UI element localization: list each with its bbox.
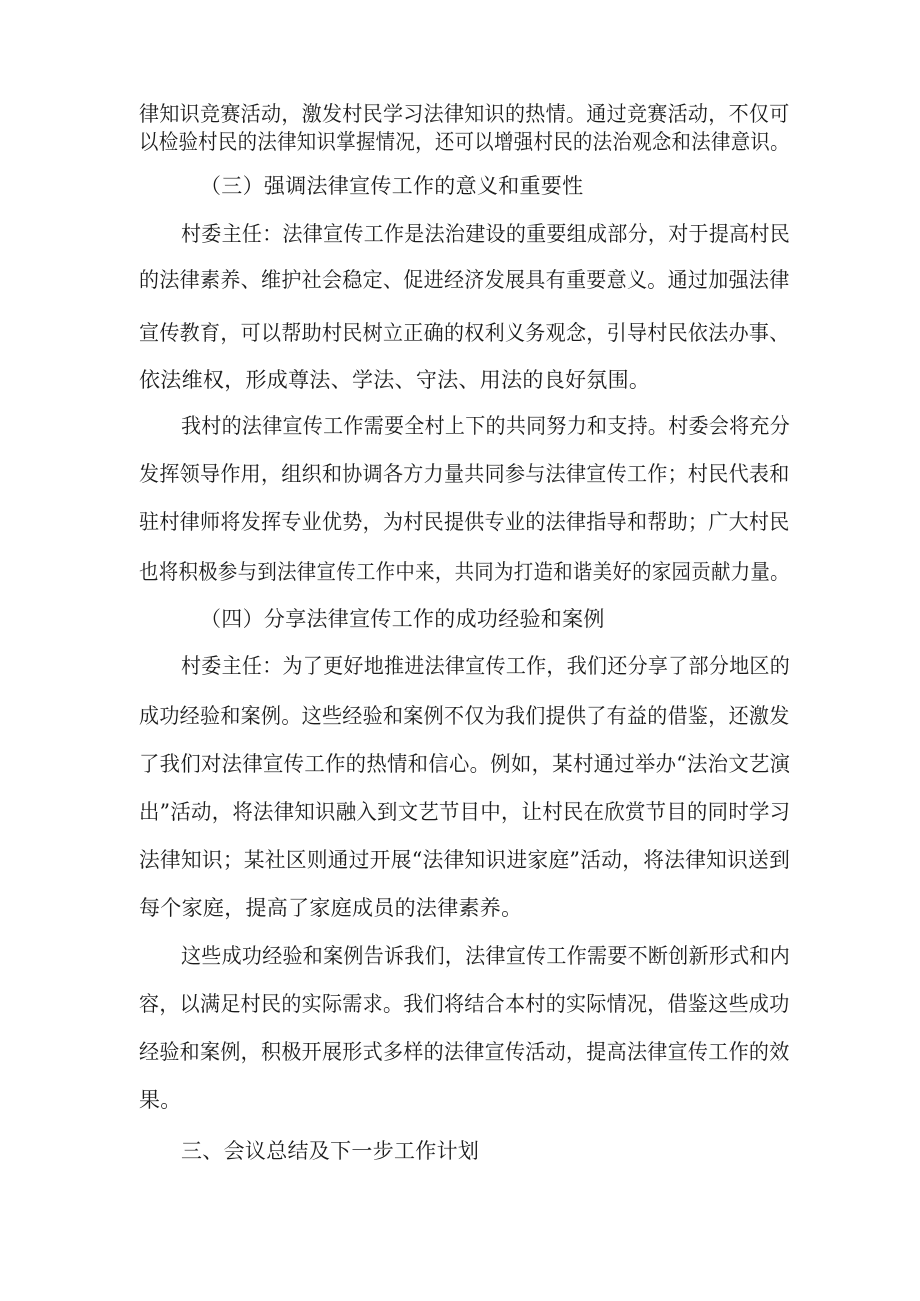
text-line: 村委主任：为了更好地推进法律宣传工作，我们还分享了部分地区的 xyxy=(181,654,791,678)
section-heading-3: 三、会议总结及下一步工作计划 xyxy=(181,1139,480,1163)
heading-section-4: （四）分享法律宣传工作的成功经验和案例 xyxy=(200,607,605,631)
text-line: 驻村律师将发挥专业优势，为村民提供专业的法律指导和帮助；广大村民 xyxy=(139,510,790,534)
text-line: 村委主任：法律宣传工作是法治建设的重要组成部分，对于提高村民 xyxy=(181,222,791,246)
text-line: 果。 xyxy=(139,1088,182,1112)
text-line: 每个家庭，提高了家庭成员的法律素养。 xyxy=(139,896,523,920)
text-line: 宣传教育，可以帮助村民树立正确的权利义务观念，引导村民依法办事、 xyxy=(139,321,790,345)
text-line: 律知识竞赛活动，激发村民学习法律知识的热情。通过竞赛活动，不仅可 xyxy=(139,102,790,126)
text-line: 也将积极参与到法律宣传工作中来，共同为打造和谐美好的家园贡献力量。 xyxy=(139,560,790,584)
text-line: 我村的法律宣传工作需要全村上下的共同努力和支持。村委会将充分 xyxy=(181,414,791,438)
text-line: 容，以满足村民的实际需求。我们将结合本村的实际情况，借鉴这些成功 xyxy=(139,992,790,1016)
text-line: 经验和案例，积极开展形式多样的法律宣传活动，提高法律宣传工作的效 xyxy=(139,1040,790,1064)
text-line: 法律知识；某社区则通过开展“法律知识进家庭”活动，将法律知识送到 xyxy=(139,848,791,872)
text-line: 的法律素养、维护社会稳定、促进经济发展具有重要意义。通过加强法律 xyxy=(139,268,790,292)
text-line: 以检验村民的法律知识掌握情况，还可以增强村民的法治观念和法律意识。 xyxy=(139,130,790,154)
text-line: 成功经验和案例。这些经验和案例不仅为我们提供了有益的借鉴，还激发 xyxy=(139,704,790,728)
heading-section-3: （三）强调法律宣传工作的意义和重要性 xyxy=(200,174,584,198)
text-line: 依法维权，形成尊法、学法、守法、用法的良好氛围。 xyxy=(139,368,651,392)
text-line: 出”活动，将法律知识融入到文艺节目中，让村民在欣赏节目的同时学习 xyxy=(139,800,791,824)
text-line: 发挥领导作用，组织和协调各方力量共同参与法律宣传工作；村民代表和 xyxy=(139,462,790,486)
text-line: 了我们对法律宣传工作的热情和信心。例如，某村通过举办“法治文艺演 xyxy=(139,752,791,776)
text-line: 这些成功经验和案例告诉我们，法律宣传工作需要不断创新形式和内 xyxy=(181,944,791,968)
